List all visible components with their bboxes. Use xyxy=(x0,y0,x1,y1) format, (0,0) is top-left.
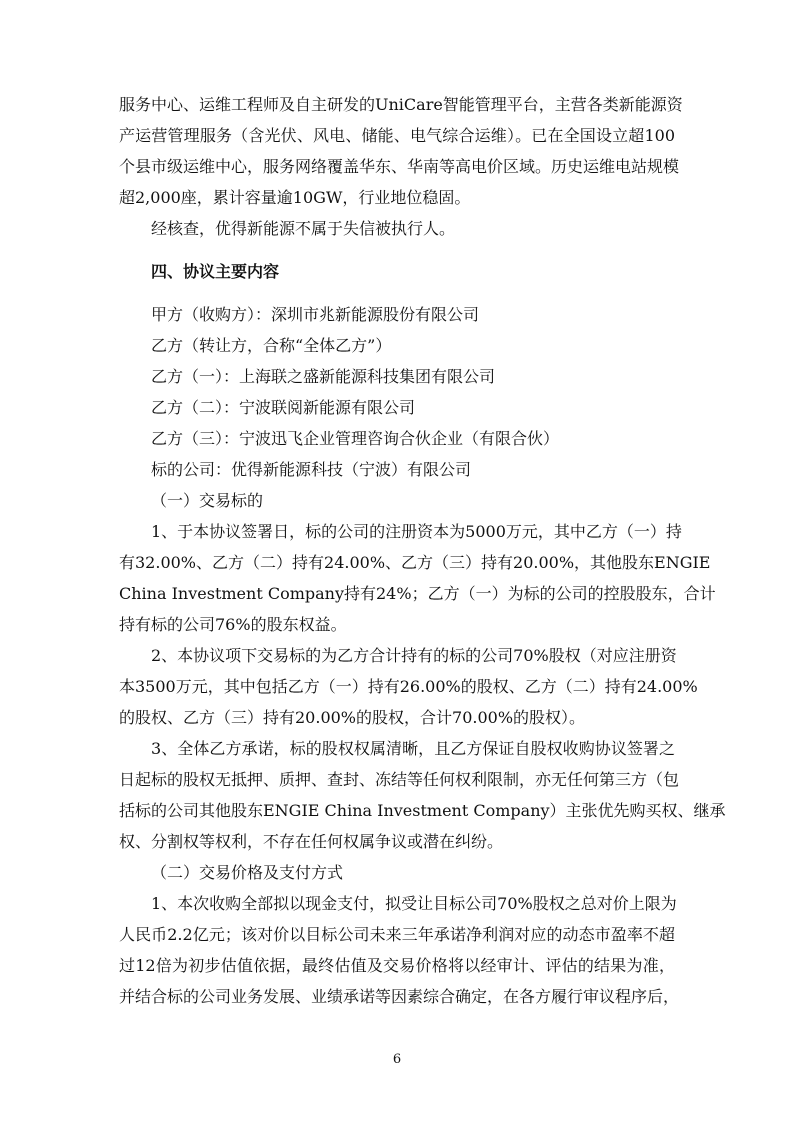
paragraph-line: 权、分割权等权利，不存在任何权属争议或潜在纠纷。 xyxy=(119,832,504,851)
paragraph-line: 过12倍为初步估值依据，最终估值及交易价格将以经审计、评估的结果为准， xyxy=(119,956,675,975)
paragraph-line: 产运营管理服务（含光伏、风电、储能、电气综合运维）。已在全国设立超100 xyxy=(119,126,675,145)
paragraph-line: 超2,000座，累计容量逾10GW，行业地位稳固。 xyxy=(119,188,471,207)
section-heading: 四、协议主要内容 xyxy=(151,262,280,281)
paragraph-line: 3、全体乙方承诺，标的股权权属清晰，且乙方保证自股权收购协议签署之 xyxy=(151,739,675,758)
paragraph-line: 2、本协议项下交易标的为乙方合计持有的标的公司70%股权（对应注册资 xyxy=(151,646,677,665)
paragraph-line: 1、本次收购全部拟以现金支付，拟受让目标公司70%股权之总对价上限为 xyxy=(151,894,677,913)
subsection-heading: （一）交易标的 xyxy=(151,491,264,510)
paragraph-line: 经核查，优得新能源不属于失信被执行人。 xyxy=(151,219,456,238)
party-line: 乙方（转让方，合称“全体乙方”） xyxy=(151,336,392,355)
paragraph-line: 人民币2.2亿元；该对价以目标公司未来三年承诺净利润对应的动态市盈率不超 xyxy=(119,925,675,944)
paragraph-line: China Investment Company持有24%；乙方（一）为标的公司的控股股东，合计 xyxy=(119,584,716,603)
party-line: 乙方（三）：宁波迅飞企业管理咨询合伙企业（有限合伙） xyxy=(151,429,560,448)
paragraph-line: 持有标的公司76%的股东权益。 xyxy=(119,615,347,634)
paragraph-line: 并结合标的公司业务发展、业绩承诺等因素综合确定，在各方履行审议程序后， xyxy=(119,987,680,1006)
page-number: 6 xyxy=(392,1052,402,1067)
paragraph-line: 服务中心、运维工程师及自主研发的UniCare智能管理平台，主营各类新能源资 xyxy=(119,95,683,114)
party-line: 甲方（收购方）：深圳市兆新能源股份有限公司 xyxy=(151,305,480,324)
paragraph-line: 1、于本协议签署日，标的公司的注册资本为5000万元，其中乙方（一）持 xyxy=(151,522,682,541)
party-line: 乙方（一）：上海联之盛新能源科技集团有限公司 xyxy=(151,367,496,386)
paragraph-line: 日起标的股权无抵押、质押、查封、冻结等任何权利限制，亦无任何第三方（包 xyxy=(119,770,680,789)
paragraph-line: 本3500万元，其中包括乙方（一）持有26.00%的股权、乙方（二）持有24.00% xyxy=(119,677,698,696)
paragraph-line: 个县市级运维中心，服务网络覆盖华东、华南等高电价区域。历史运维电站规模 xyxy=(119,157,680,176)
party-line: 标的公司：优得新能源科技（宁波）有限公司 xyxy=(151,460,472,479)
paragraph-line: 有32.00%、乙方（二）持有24.00%、乙方（三）持有20.00%，其他股东ENGIE xyxy=(119,553,711,572)
subsection-heading: （二）交易价格及支付方式 xyxy=(151,863,344,882)
paragraph-line: 括标的公司其他股东ENGIE China Investment Company）主张优先购买权、继承 xyxy=(119,801,726,820)
paragraph-line: 的股权、乙方（三）持有20.00%的股权，合计70.00%的股权）。 xyxy=(119,708,586,727)
party-line: 乙方（二）：宁波联阅新能源有限公司 xyxy=(151,398,416,417)
